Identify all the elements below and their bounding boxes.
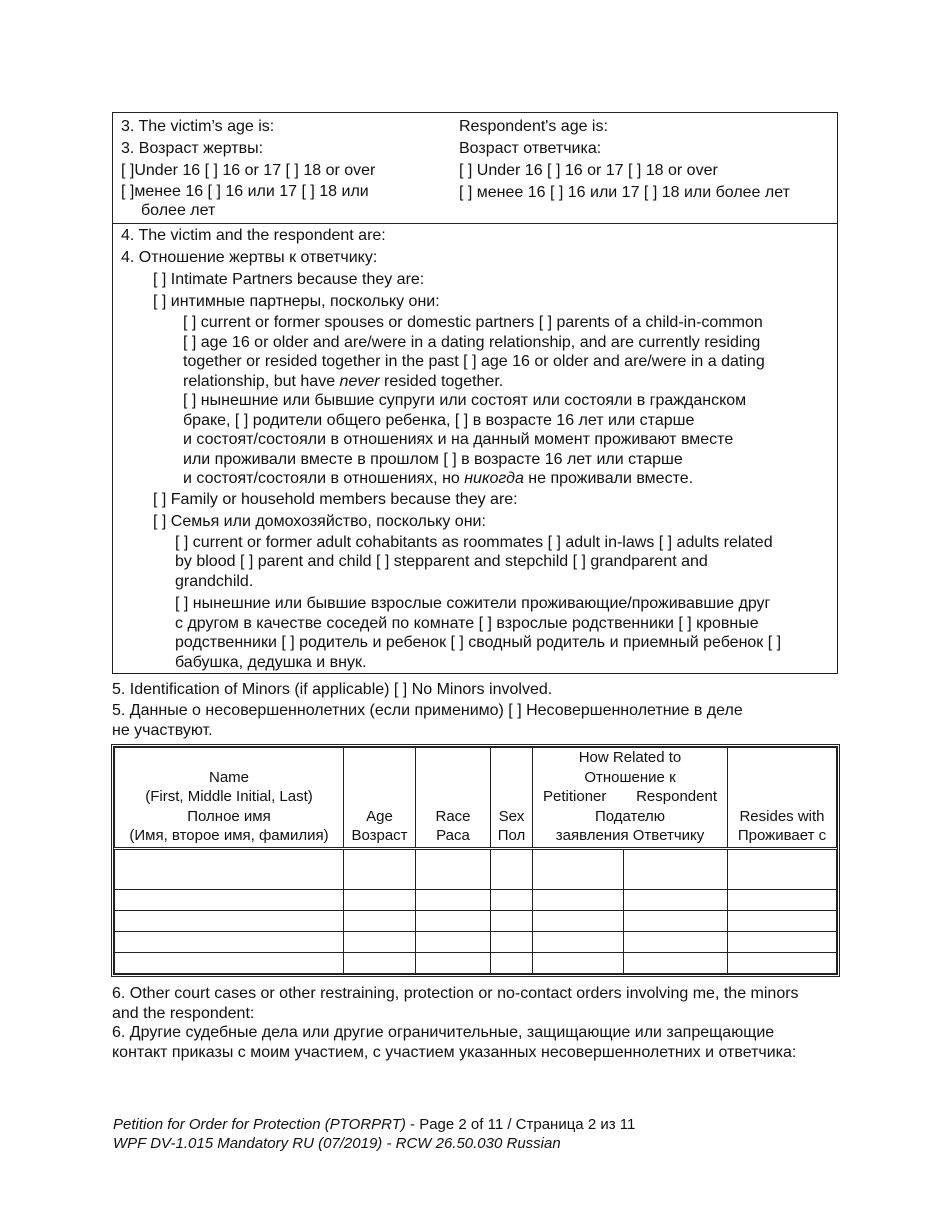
intimate-detail-line [183,469,833,489]
section-6-ru-cont: контакт приказы с моим участием, с участием указанных несовершеннолетних и ответчика: [112,1043,797,1061]
header-text: Возраст [351,827,408,844]
race-column-header [416,748,491,849]
header-text: (Имя, второе имя, фамилия) [129,827,329,844]
family-members-checkbox-ru[interactable]: [ ] Семья или домохозяйство, поскольку они: [153,512,486,530]
footer-line-1 [113,1115,635,1134]
petitioner-relation-cell[interactable] [533,911,624,932]
section-6-text [112,984,852,1062]
respondent-relation-cell[interactable] [624,848,728,890]
petitioner-relation-cell[interactable] [533,932,624,953]
section-6-ru: 6. Другие судебные дела или другие ограничительные, защищающие или запрещающие [112,1024,775,1041]
petitioner-relation-cell[interactable] [533,890,624,911]
section-5-ru-cont: не участвуют. [112,721,213,739]
family-members-checkbox-en[interactable]: [ ] Family or household members because they are: [153,490,518,508]
respondent-age-label-en: Respondent's age is: [459,118,608,135]
intimate-detail-line [183,372,833,392]
intimate-detail-line[interactable]: браке, [ ] родители общего ребенка, [ ] в возрасте 16 лет или старше [183,411,695,429]
emphasis-never-ru: никогда [464,470,524,487]
name-cell[interactable] [115,953,344,974]
header-text: (First, Middle Initial, Last) [145,788,313,805]
text-span: и состоят/состояли в отношениях, но [183,470,465,487]
race-cell[interactable] [416,953,491,974]
respondent-age-options-en[interactable]: [ ] Under 16 [ ] 16 or 17 [ ] 18 or over [459,162,718,179]
sex-cell[interactable] [491,911,533,932]
petitioner-relation-cell[interactable] [533,953,624,974]
race-cell[interactable] [416,848,491,890]
form-code: WPF DV-1.015 Mandatory RU (07/2019) - RCW 26.50.030 Russian [113,1135,561,1152]
sex-cell[interactable] [491,953,533,974]
intimate-details-ru [121,391,833,489]
table-row [115,848,837,890]
victim-age-column [113,113,451,223]
sex-column-header [491,748,533,849]
intimate-partners-checkbox-en[interactable]: [ ] Intimate Partners because they are: [153,271,425,288]
age-cell[interactable] [344,848,416,890]
footer-line-2 [113,1134,635,1153]
age-column-header [344,748,416,849]
age-cell[interactable] [344,953,416,974]
age-cell[interactable] [344,911,416,932]
page-footer [113,1115,635,1153]
petitioner-subheader: Petitioner [543,788,607,805]
respondent-age-label-ru: Возраст ответчика: [459,140,602,157]
table-row [115,953,837,974]
family-detail-line[interactable]: [ ] нынешние или бывшие взрослые сожители проживающие/проживавшие друг [175,595,771,612]
race-cell[interactable] [416,890,491,911]
section-5-text [112,679,852,740]
section-4-title-en: 4. The victim and the respondent are: [121,227,386,244]
sections-3-4-box [112,112,838,674]
header-text: Race [435,807,471,825]
family-detail-line[interactable]: by blood [ ] parent and child [ ] stepparent and stepchild [ ] grandparent and [175,553,708,570]
resides-with-cell[interactable] [728,848,837,890]
section-3-row [113,113,837,224]
text-span: relationship, but have [183,372,340,390]
family-details-en [121,533,833,592]
table-row [115,911,837,932]
header-text: How Related to [578,749,682,766]
respondent-relation-cell[interactable] [624,911,728,932]
resides-with-cell[interactable] [728,932,837,953]
victim-age-options-ru-cont: более лет [141,202,216,219]
family-details-ru [121,594,833,672]
text-span: resided together. [379,372,504,390]
intimate-detail-line[interactable]: [ ] age 16 or older and are/were in a dating relationship, and are currently residing [183,333,761,351]
intimate-detail-line[interactable]: [ ] нынешние или бывшие супруги или состоят или состояли в гражданском [183,392,747,409]
header-text: Раса [436,827,470,844]
petitioner-relation-cell[interactable] [533,848,624,890]
name-cell[interactable] [115,890,344,911]
respondent-age-column [451,113,837,223]
name-cell[interactable] [115,932,344,953]
how-related-column-header [533,748,728,849]
intimate-detail-line[interactable]: [ ] current or former spouses or domestic partners [ ] parents of a child-in-common [183,314,763,331]
header-text: Подателю [594,807,666,825]
resides-with-cell[interactable] [728,911,837,932]
section-5-ru[interactable]: 5. Данные о несовершеннолетних (если применимо) [ ] Несовершеннолетние в деле [112,702,743,719]
resides-with-cell[interactable] [728,890,837,911]
race-cell[interactable] [416,911,491,932]
text-span: не проживали вместе. [523,470,694,487]
section-6-en-cont: and the respondent: [112,1004,255,1022]
header-text: Sex [498,807,525,825]
minors-table [111,744,840,977]
sex-cell[interactable] [491,890,533,911]
header-text: Пол [497,827,526,844]
sex-cell[interactable] [491,848,533,890]
form-title: Petition for Order for Protection (PTORPRT) [113,1116,406,1133]
header-text: Resides with [739,807,825,825]
family-detail-line[interactable]: родственники [ ] родитель и ребенок [ ] сводный родитель и приемный ребенок [ ] [175,634,782,651]
victim-age-label-en: 3. The victim’s age is: [121,118,275,135]
respondent-relation-cell[interactable] [624,890,728,911]
name-cell[interactable] [115,848,344,890]
respondent-subheader: Respondent [636,788,717,805]
victim-age-label-ru: 3. Возраст жертвы: [121,140,264,157]
family-detail-line[interactable]: [ ] current or former adult cohabitants as roommates [ ] adult in-laws [ ] adults related [175,533,773,551]
minors-table-header [115,748,837,849]
header-text: Проживает с [737,827,827,844]
intimate-detail-line: и состоят/состояли в отношениях и на данный момент проживают вместе [183,431,734,448]
header-text: Отношение к [584,768,676,786]
section-4 [113,224,837,673]
header-text: заявления Ответчику [555,827,705,844]
intimate-detail-line[interactable]: или проживали вместе в прошлом [ ] в возрасте 16 лет или старше [183,450,683,468]
sex-cell[interactable] [491,932,533,953]
section-5-en[interactable]: 5. Identification of Minors (if applicable) [ ] No Minors involved. [112,681,553,698]
section-6-en: 6. Other court cases or other restraining, protection or no-contact orders involving me, the minors [112,985,799,1002]
header-text: Name [208,768,249,786]
name-cell[interactable] [115,911,344,932]
family-detail-line: grandchild. [175,572,254,590]
table-row [115,890,837,911]
header-text: Полное имя [187,807,271,825]
victim-age-options-en[interactable]: [ ]Under 16 [ ] 16 or 17 [ ] 18 or over [121,162,376,179]
resides-with-cell[interactable] [728,953,837,974]
age-cell[interactable] [344,932,416,953]
header-text: Age [366,807,393,825]
race-cell[interactable] [416,932,491,953]
respondent-age-options-ru[interactable]: [ ] менее 16 [ ] 16 или 17 [ ] 18 или более лет [459,184,790,201]
respondent-relation-cell[interactable] [624,953,728,974]
victim-age-options-ru[interactable]: [ ]менее 16 [ ] 16 или 17 [ ] 18 или [121,183,369,200]
intimate-details-en [121,313,833,391]
respondent-relation-cell[interactable] [624,932,728,953]
emphasis-never: never [339,372,380,390]
table-row [115,932,837,953]
name-column-header [115,748,344,849]
intimate-partners-checkbox-ru[interactable]: [ ] интимные партнеры, поскольку они: [153,293,440,310]
age-cell[interactable] [344,890,416,911]
intimate-detail-line[interactable]: together or resided together in the past [ ] age 16 or older and are/were in a dating [183,353,765,370]
section-4-title-ru: 4. Отношение жертвы к ответчику: [121,249,378,266]
family-detail-line: бабушка, дедушка и внук. [175,653,367,671]
resides-with-column-header [728,748,837,849]
how-related-subheaders [533,787,727,807]
family-detail-line[interactable]: с другом в качестве соседей по комнате [ ] взрослые родственники [ ] кровные [175,614,759,632]
how-related-block [533,748,727,846]
page-number: - Page 2 of 11 / Страница 2 из 11 [405,1116,636,1133]
